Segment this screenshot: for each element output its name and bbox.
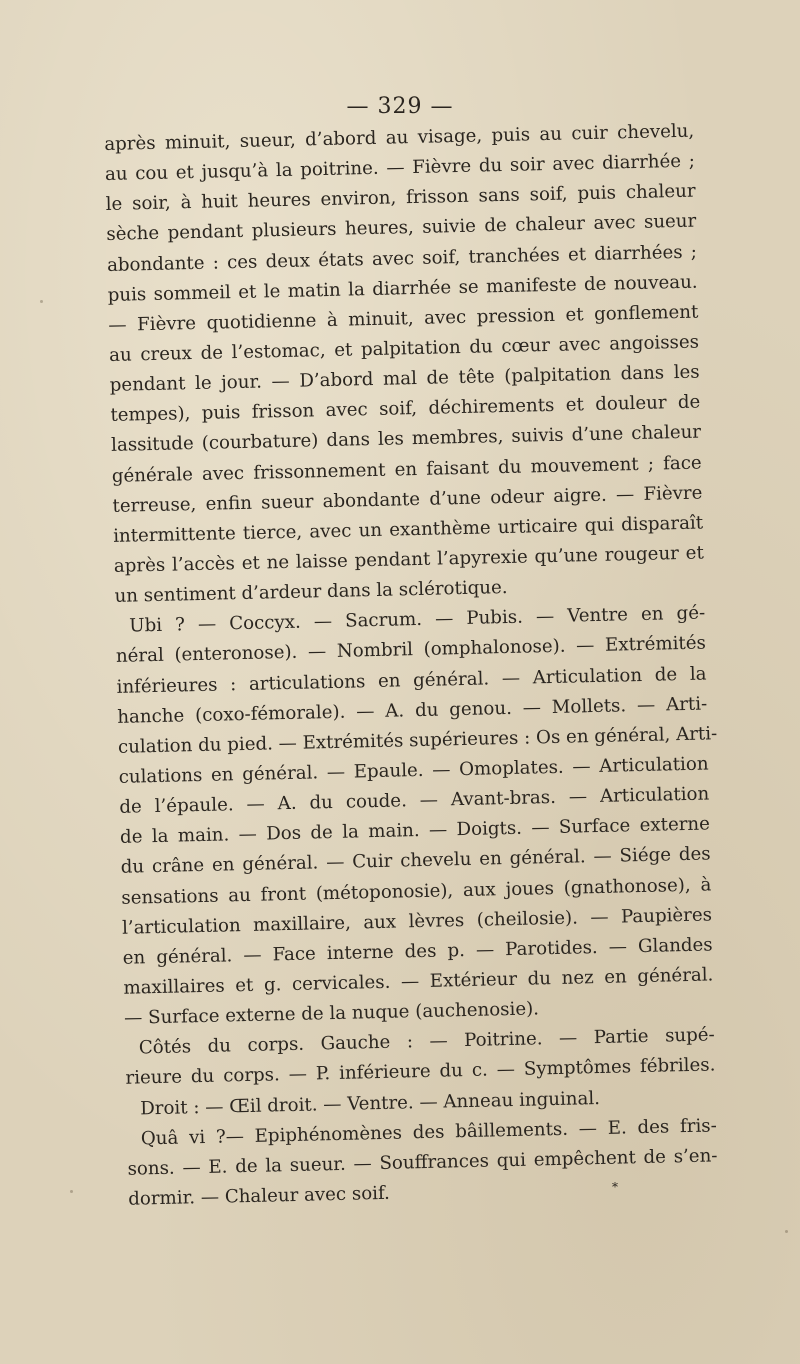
text-line: après l’accès et ne laisse pendant l’apyrexie qu’une rougeur et <box>113 542 704 577</box>
text-line: inférieures : articulations en général. — Articulation de la <box>116 663 707 698</box>
body-text <box>104 117 718 1215</box>
text-line: au cou et jusqu’à la poitrine. — Fièvre du soir avec diarrhée ; <box>104 150 696 186</box>
text-line: au creux de l’estomac, et palpitation du cœur avec angoisses <box>108 331 700 366</box>
text-line: un sentiment d’ardeur dans la sclérotique. <box>114 577 508 607</box>
text-line: terreuse, enfin sueur abondante d’une odeur aigre. — Fièvre <box>112 482 703 517</box>
text-line: générale avec frissonnement en faisant du mouvement ; face <box>111 452 702 487</box>
text-line: de l’épaule. — A. du coude. — Avant-bras. — Articulation <box>119 783 710 818</box>
text-line: tempes), puis frisson avec soif, déchirements et douleur de <box>110 391 701 427</box>
text-line: — Surface externe de la nuque (auchenosie). <box>123 998 540 1029</box>
text-line: puis sommeil et le matin la diarrhée se manifeste de nouveau. <box>107 271 698 306</box>
text-line: Droit : — Œil droit. — Ventre. — Anneau inguinal. <box>139 1087 601 1119</box>
text-line: pendant le jour. — D’abord mal de tête (palpitation dans les <box>109 361 700 397</box>
paper-speck <box>40 300 43 303</box>
paper-speck <box>70 1190 73 1193</box>
text-line: — Fièvre quotidienne à minuit, avec pression et gonflement <box>108 301 699 336</box>
text-line: culations en général. — Epaule. — Omoplates. — Articulation <box>118 753 709 788</box>
text-line: le soir, à huit heures environ, frisson sans soif, puis chaleur <box>105 180 696 216</box>
text-line: intermittente tierce, avec un exanthème urticaire qui disparaît <box>112 512 704 547</box>
text-line: Quâ vi ?— Epiphénomènes des bâillements. — E. des fris- <box>140 1114 717 1150</box>
text-line: culation du pied. — Extrémités supérieures : Os en général, Arti- <box>117 723 718 758</box>
text-line: après minuit, sueur, d’abord au visage, puis au cuir chevelu, <box>104 120 695 155</box>
paper-speck <box>785 1230 788 1233</box>
text-line: Ubi ? — Coccyx. — Sacrum. — Pubis. — Ventre en gé- <box>129 602 706 637</box>
text-line: de la main. — Dos de la main. — Doigts. — Surface externe <box>119 813 711 849</box>
text-line: maxillaires et g. cervicales. — Extérieur du nez en général. <box>123 964 714 999</box>
text-line: lassitude (courbature) dans les membres, suivis d’une chaleur <box>110 421 702 457</box>
text-line: néral (enteronose). — Nombril (omphalonose). — Extrémités <box>115 632 707 668</box>
text-line: rieure du corps. — P. inférieure du c. — Symptômes fébriles. <box>125 1054 716 1090</box>
text-line: abondante : ces deux états avec soif, tranchées et diarrhées ; <box>106 241 698 276</box>
text-line: dormir. — Chaleur avec soif. <box>128 1182 391 1210</box>
text-line: Côtés du corps. Gauche : — Poitrine. — Partie supé- <box>138 1024 715 1059</box>
text-line: l’articulation maxillaire, aux lèvres (cheilosie). — Paupières <box>121 904 713 939</box>
footer-mark: * <box>612 1180 618 1194</box>
text-line: sensations au front (métoponosie), aux joues (gnathonose), à <box>121 873 712 909</box>
text-line: en général. — Face interne des p. — Parotides. — Glandes <box>122 934 713 969</box>
text-line: du crâne en général. — Cuir chevelu en général. — Siége des <box>120 843 711 879</box>
text-line: sons. — E. de la sueur. — Souffrances qui empêchent de s’en- <box>127 1145 718 1180</box>
page-number: — 329 — <box>346 94 454 119</box>
text-line: sèche pendant plusieurs heures, suivie de chaleur avec sueur <box>106 211 697 246</box>
text-line: hanche (coxo-fémorale). — A. du genou. — Mollets. — Arti- <box>117 693 708 728</box>
